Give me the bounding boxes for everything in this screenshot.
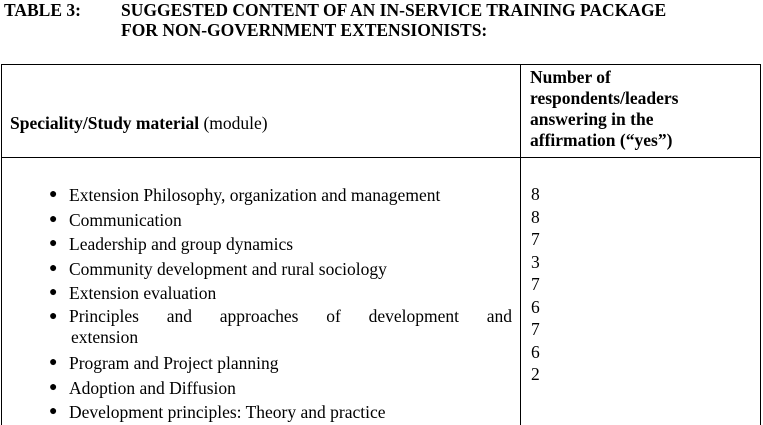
- bullet-icon: ●: [49, 285, 58, 301]
- header-respondents-line: respondents/leaders: [530, 88, 679, 108]
- count-value: 7: [531, 229, 540, 249]
- list-item: [2, 351, 520, 376]
- module-label: Leadership and group dynamics: [69, 234, 294, 255]
- module-list: [2, 183, 520, 425]
- header-respondents-line: Number of: [530, 67, 611, 87]
- header-speciality-module: (module): [199, 113, 268, 133]
- table-title-line-2: FOR NON-GOVERNMENT EXTENSIONISTS:: [121, 20, 488, 40]
- count-value: 7: [531, 319, 540, 339]
- list-item: [2, 183, 520, 208]
- bullet-icon: ●: [49, 308, 58, 324]
- header-speciality-bold: Speciality/Study material: [10, 113, 200, 133]
- count-value: 3: [531, 251, 540, 272]
- module-label: Adoption and Diffusion: [69, 377, 236, 398]
- count-list: [531, 183, 540, 386]
- table-title-line-1: SUGGESTED CONTENT OF AN IN-SERVICE TRAINING PACKAGE: [121, 0, 667, 20]
- header-speciality: [10, 113, 268, 134]
- column-divider: [520, 65, 521, 425]
- count-value: 6: [531, 341, 540, 362]
- list-item: [2, 376, 520, 401]
- list-item: [2, 281, 520, 306]
- count-value: 6: [531, 296, 540, 317]
- list-item: [2, 400, 520, 425]
- bullet-icon: ●: [49, 379, 58, 395]
- count-value: 2: [531, 364, 540, 384]
- bullet-icon: ●: [49, 354, 58, 370]
- header-respondents: [530, 67, 678, 151]
- module-label: Extension Philosophy, organization and management: [69, 185, 441, 205]
- count-value: 8: [531, 206, 540, 227]
- module-label: Program and Project planning: [69, 352, 279, 373]
- module-label-continuation: extension: [71, 326, 139, 347]
- header-divider: [2, 157, 760, 158]
- table-number-label: TABLE 3:: [4, 0, 81, 20]
- module-label: Extension evaluation: [69, 283, 217, 304]
- bullet-icon: ●: [49, 236, 58, 252]
- list-item: [2, 257, 520, 282]
- module-label: Communication: [69, 209, 182, 230]
- module-label: Development principles: Theory and practice: [69, 402, 386, 423]
- count-value: 7: [531, 274, 540, 294]
- list-item: [2, 232, 520, 257]
- list-item: [2, 208, 520, 233]
- bullet-icon: ●: [49, 211, 58, 227]
- header-respondents-line: affirmation (“yes”): [530, 130, 673, 150]
- bullet-icon: ●: [49, 404, 58, 420]
- list-item: [2, 306, 520, 351]
- count-value: 8: [531, 184, 540, 204]
- bullet-icon: ●: [49, 187, 58, 202]
- header-respondents-line: answering in the: [530, 109, 654, 129]
- module-label: Community development and rural sociology: [69, 258, 387, 279]
- bullet-icon: ●: [49, 260, 58, 276]
- module-label: Principles and approaches of development and: [69, 305, 512, 326]
- training-content-table: [1, 64, 761, 425]
